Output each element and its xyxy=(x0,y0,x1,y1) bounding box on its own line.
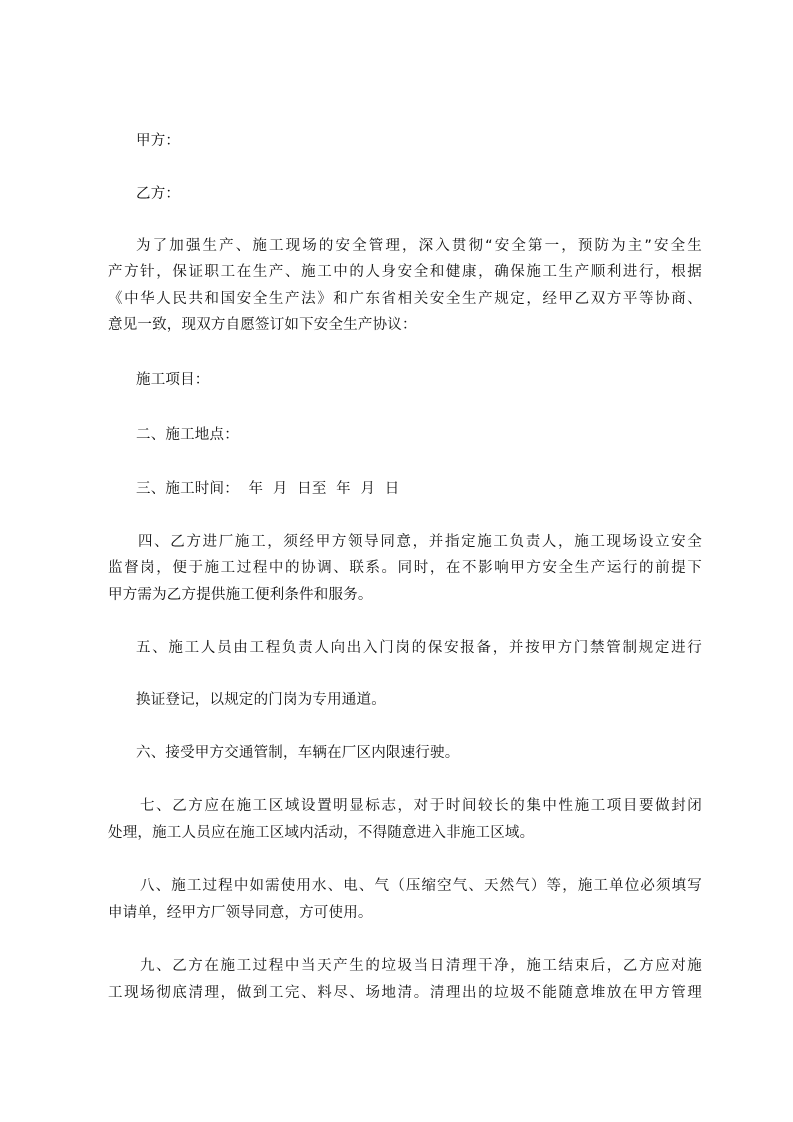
party-b-label: 乙方： xyxy=(136,186,181,202)
item-9-line-2: 工现场彻底清理，做到工完、料尽、场地清。清理出的垃圾不能随意堆放在甲方管理 xyxy=(108,985,702,1001)
item-4-line-3: 甲方需为乙方提供施工便利条件和服务。 xyxy=(108,587,373,603)
item-4-line-1: 四、乙方进厂施工，须经甲方领导同意，并指定施工负责人，施工现场设立安全 xyxy=(138,534,702,550)
location-label: 二、施工地点： xyxy=(136,427,239,443)
item-4-line-2: 监督岗，便于施工过程中的协调、联系。同时，在不影响甲方安全生产运行的前提下 xyxy=(108,560,702,576)
intro-line-2: 产方针，保证职工在生产、施工中的人身安全和健康，确保施工生产顺利进行，根据 xyxy=(108,264,702,280)
party-a-label: 甲方： xyxy=(136,133,181,149)
intro-line-1: 为了加强生产、施工现场的安全管理，深入贯彻“安全第一，预防为主”安全生 xyxy=(136,238,702,254)
item-7-line-1: 七、乙方应在施工区域设置明显标志，对于时间较长的集中性施工项目要做封闭 xyxy=(140,798,702,814)
intro-line-3: 《中华人民共和国安全生产法》和广东省相关安全生产规定，经甲乙双方平等协商、 xyxy=(108,291,702,307)
item-5-line-2: 换证登记，以规定的门岗为专用通道。 xyxy=(136,692,386,708)
project-label: 施工项目： xyxy=(136,372,210,388)
item-8-line-2: 申请单，经甲方厂领导同意，方可使用。 xyxy=(108,905,373,921)
item-6-paragraph: 六、接受甲方交通管制，车辆在厂区内限速行驶。 xyxy=(136,745,460,761)
time-label: 三、施工时间： 年 月 日至 年 月 日 xyxy=(136,481,400,497)
item-8-line-1: 八、施工过程中如需使用水、电、气（压缩空气、天然气）等，施工单位必须填写 xyxy=(140,878,702,894)
intro-line-4: 意见一致，现双方自愿签订如下安全生产协议： xyxy=(108,317,417,333)
item-9-line-1: 九、乙方在施工过程中当天产生的垃圾当日清理干净，施工结束后，乙方应对施 xyxy=(140,958,702,974)
item-7-line-2: 处理，施工人员应在施工区域内活动，不得随意进入非施工区域。 xyxy=(108,825,535,841)
item-5-line-1: 五、施工人员由工程负责人向出入门岗的保安报备，并按甲方门禁管制规定进行 xyxy=(136,640,702,656)
